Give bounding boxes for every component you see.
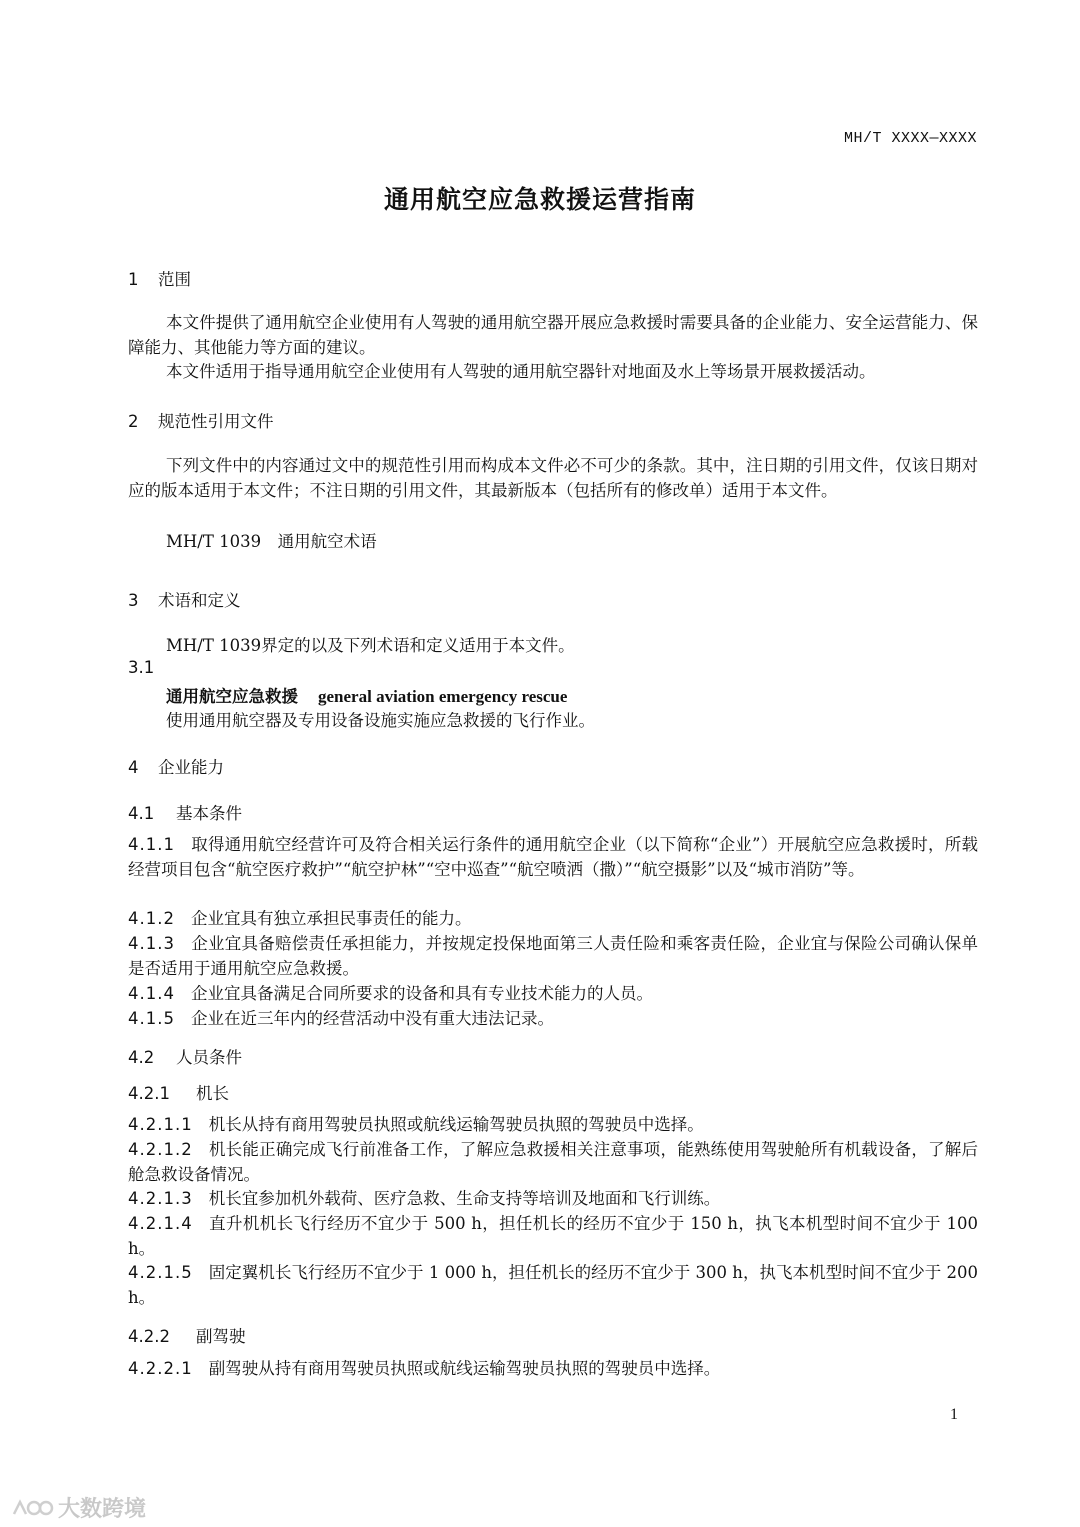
clause-number: 4.2.2.1	[128, 1359, 193, 1378]
watermark-logo-icon	[10, 1496, 54, 1520]
term-zh: 通用航空应急救援	[166, 687, 298, 706]
clause-4-1-4	[128, 982, 978, 1007]
clause-text: 企业在近三年内的经营活动中没有重大违法记录。	[190, 1009, 554, 1028]
subsection-number: 4.2.2	[128, 1327, 170, 1346]
subsection-title: 人员条件	[176, 1048, 242, 1067]
clause-text: 直升机机长飞行经历不宜少于 500 h，担任机长的经历不宜少于 150 h，执飞本机型时间不宜少于 100 h。	[128, 1214, 978, 1258]
clause-number: 4.2.1.3	[128, 1189, 193, 1208]
clause-4-2-1-5	[128, 1261, 978, 1310]
subsection-number: 4.1	[128, 804, 155, 823]
clause-4-2-1-3	[128, 1187, 978, 1212]
section-title: 术语和定义	[158, 591, 241, 610]
clause-text: 企业宜具有独立承担民事责任的能力。	[190, 909, 472, 928]
clause-text: 企业宜具备赔偿责任承担能力，并按规定投保地面第三人责任险和乘客责任险，企业宜与保险公司确认保单是否适用于通用航空应急救援。	[128, 934, 978, 978]
subsection-number: 4.2.1	[128, 1084, 170, 1103]
section-heading-2	[128, 408, 274, 432]
subsection-title: 机长	[196, 1084, 229, 1103]
document-code: MH/T XXXX—XXXX	[843, 130, 977, 147]
clause-number: 4.2.1.2	[128, 1140, 193, 1159]
clause-text: 取得通用航空经营许可及符合相关运行条件的通用航空企业（以下简称“企业”）开展航空应急救援时，所载经营项目包含“航空医疗救护”“航空护林”“空中巡查”“航空喷洒（撒）”“航空摄影”以及“城市消防”等。	[128, 835, 978, 879]
term-entry	[166, 683, 567, 707]
subsection-title: 基本条件	[176, 804, 242, 823]
subsection-heading-4-2-2	[128, 1323, 246, 1347]
paragraph: 下列文件中的内容通过文中的规范性引用而构成本文件必不可少的条款。其中，注日期的引用文件，仅该日期对应的版本适用于本文件；不注日期的引用文件，其最新版本（包括所有的修改单）适用于本文件。	[128, 456, 978, 500]
clause-4-2-1-2	[128, 1138, 978, 1187]
clause-4-1-2	[128, 907, 978, 932]
section-title: 规范性引用文件	[158, 412, 274, 431]
watermark-text: 大数跨境	[58, 1497, 147, 1522]
clause-number: 4.1.3	[128, 934, 175, 953]
section-number: 3	[128, 591, 139, 610]
clause-text: 企业宜具备满足合同所要求的设备和具有专业技术能力的人员。	[190, 984, 653, 1003]
page-number: 1	[950, 1406, 958, 1423]
paragraph: 本文件适用于指导通用航空企业使用有人驾驶的通用航空器针对地面及水上等场景开展救援活动。	[166, 362, 876, 381]
clause-number: 4.1.4	[128, 984, 175, 1003]
section-heading-4	[128, 754, 224, 778]
clause-4-1-1	[128, 833, 978, 882]
subsection-title: 副驾驶	[196, 1327, 246, 1346]
normative-reference: MH/T 1039 通用航空术语	[166, 532, 377, 551]
section-title: 企业能力	[158, 758, 224, 777]
term-definition: 使用通用航空器及专用设备设施实施应急救援的飞行作业。	[166, 711, 595, 730]
section-heading-3	[128, 587, 241, 611]
subsection-number: 4.2	[128, 1048, 155, 1067]
subsection-heading-4-2-1	[128, 1080, 229, 1104]
paragraph: MH/T 1039界定的以及下列术语和定义适用于本文件。	[166, 636, 575, 655]
clause-number: 4.1.1	[128, 835, 175, 854]
section-number: 1	[128, 270, 139, 289]
clause-text: 固定翼机长飞行经历不宜少于 1 000 h，担任机长的经历不宜少于 300 h，执飞本机型时间不宜少于 200 h。	[128, 1263, 978, 1307]
clause-text: 机长从持有商用驾驶员执照或航线运输驾驶员执照的驾驶员中选择。	[208, 1115, 704, 1134]
clause-text: 机长宜参加机外载荷、医疗急救、生命支持等培训及地面和飞行训练。	[208, 1189, 721, 1208]
section-title: 范围	[158, 270, 191, 289]
section-heading-1	[128, 266, 191, 290]
section-number: 2	[128, 412, 139, 431]
paragraph: 本文件提供了通用航空企业使用有人驾驶的通用航空器开展应急救援时需要具备的企业能力、安全运营能力、保障能力、其他能力等方面的建议。	[128, 313, 978, 357]
clause-4-2-1-4	[128, 1212, 978, 1261]
clause-number: 4.2.1.5	[128, 1263, 193, 1282]
clause-4-1-5	[128, 1007, 978, 1032]
subsection-heading-4-2	[128, 1044, 242, 1068]
document-title: 通用航空应急救援运营指南	[383, 185, 696, 214]
section-number: 4	[128, 758, 139, 777]
subsection-heading-4-1	[128, 800, 242, 824]
term-number: 3.1	[128, 658, 155, 677]
clause-4-1-3	[128, 932, 978, 981]
clause-text: 副驾驶从持有商用驾驶员执照或航线运输驾驶员执照的驾驶员中选择。	[208, 1359, 721, 1378]
clause-text: 机长能正确完成飞行前准备工作，了解应急救援相关注意事项，能熟练使用驾驶舱所有机载设备，了解后舱急救设备情况。	[128, 1140, 978, 1184]
watermark	[10, 1492, 146, 1523]
clause-number: 4.2.1.4	[128, 1214, 193, 1233]
clause-number: 4.1.2	[128, 909, 175, 928]
clause-number: 4.1.5	[128, 1009, 175, 1028]
term-en: general aviation emergency rescue	[318, 687, 568, 706]
clause-4-2-1-1	[128, 1113, 978, 1138]
clause-4-2-2-1	[128, 1357, 978, 1382]
clause-number: 4.2.1.1	[128, 1115, 193, 1134]
